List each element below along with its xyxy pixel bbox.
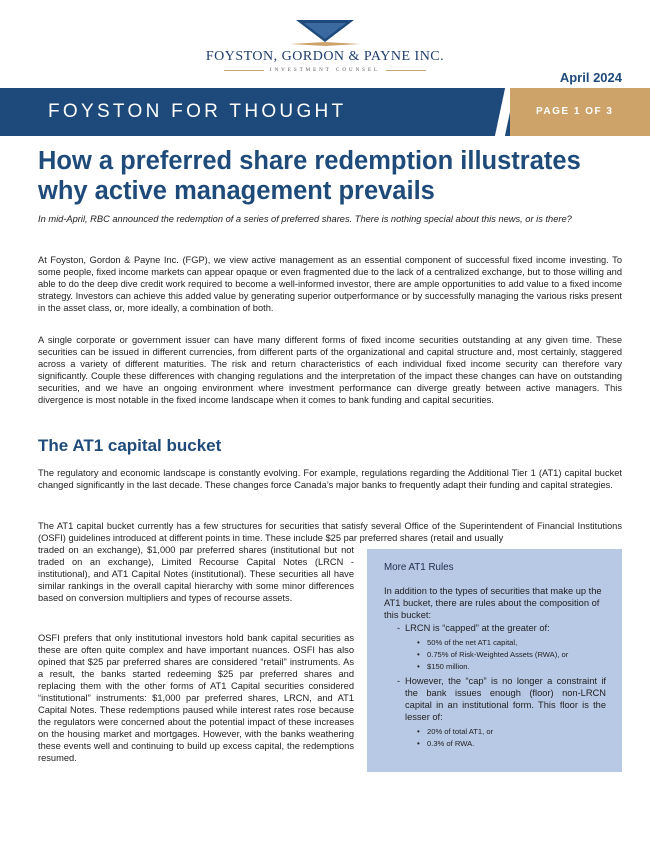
sidebar-subitem: • $150 million. xyxy=(417,661,606,673)
paragraph-2: A single corporate or government issuer can have many different forms of fixed income securities outstanding at any given time. These securities can be issued in different currencies, from different parts of the organizational and capital structure and, most certainly, staggered across a variety of different maturities. The risk and return characteristics of each individual fixed income security can therefore vary significantly. Couple these differences with changing regulations and the interpretation of the impact these changes can have on outstanding securities, and we have an ongoing environment where investment performance can diverge greatly between active managers. This divergence is most notable in the fixed income landscape when it comes to bank funding and capital securities. xyxy=(38,335,622,405)
section-paragraph-1: The regulatory and economic landscape is constantly evolving. For example, regulations regarding the Additional Tier 1 (AT1) capital bucket changed significantly in the last decade. These changes force Canada’s major banks to frequently adapt their funding and capital strategies. xyxy=(38,468,622,490)
sidebar-title: More AT1 Rules xyxy=(384,562,454,573)
article-title: How a preferred share redemption illustrates why active management prevails xyxy=(38,147,581,205)
chevron-logo-icon xyxy=(290,20,360,46)
firm-tagline: INVESTMENT COUNSEL xyxy=(269,68,381,73)
sidebar-rules-list xyxy=(384,622,606,750)
sidebar-rule xyxy=(397,675,606,750)
page-indicator xyxy=(510,88,650,136)
section-heading: The AT1 capital bucket xyxy=(38,436,222,455)
sidebar-sublist xyxy=(405,726,606,750)
sidebar-rule-text: However, the “cap” is no longer a constraint if the bank issues enough (floor) non-LRCN capital in an institutional form. This floor is the lesser of: xyxy=(405,676,606,722)
tagline-rule-left xyxy=(224,70,264,71)
section-paragraph-3: OSFI prefers that only institutional investors hold bank capital securities as these are often quite complex and have important nuances. OSFI has also opined that $25 par preferred shares are considered “retail” instruments. As a result, the banks started redeeming $25 par preferred shares and replacing them with the other forms of AT1 Capital securities considered “institutional” instruments: $1,000 par preferred shares, LRCN, and AT1 Capital Notes. These redemptions paused while interest rates rose because the regulators were concerned about the potential impact of these increases on the housing market and mortgages. However, with the banks weathering these events well and continuing to build up excess capital, the redemptions resumed. xyxy=(38,633,354,763)
page-label: PAGE 1 OF 3 xyxy=(536,106,614,117)
firm-tagline-row xyxy=(0,68,650,73)
firm-name: FOYSTON, GORDON & PAYNE INC. xyxy=(205,49,445,64)
sidebar-intro: In addition to the types of securities that make up the AT1 bucket, there are rules about the composition of this bucket: xyxy=(384,586,602,620)
paragraph-1: At Foyston, Gordon & Payne Inc. (FGP), we view active management as an essential component of successful fixed income investing. To some people, fixed income markets can appear opaque or even fragmented due to the lack of a centralized exchange, but to those willing and able to do the deep dive credit work required to become a well-informed investor, there are ample opportunities to add value to a fixed income strategy. Investors can achieve this added value by generating superior outperformance or by successfully managing the various risks present in the asset class, or, more ideally, a combination of both. xyxy=(38,255,622,313)
firm-logo xyxy=(0,20,650,73)
series-title: FOYSTON FOR THOUGHT xyxy=(48,101,347,122)
sidebar-subitem: • 50% of the net AT1 capital, xyxy=(417,637,606,649)
sidebar-subitem: • 0.3% of RWA. xyxy=(417,738,606,750)
section-paragraph-2-continued: traded on an exchange), $1,000 par preferred shares (institutional but not traded on an exchange), Limited Recourse Capital Notes (LRCN - institutional), and AT1 Capital Notes (institutional). These securities all have similar rankings in the overall capital hierarchy with some minor differences based on conversion multipliers and types of recourse assets. xyxy=(38,545,354,603)
sidebar-subitem: • 0.75% of Risk-Weighted Assets (RWA), or xyxy=(417,649,606,661)
more-at1-rules-sidebar xyxy=(367,549,622,772)
issue-date: April 2024 xyxy=(559,70,622,85)
section-paragraph-2: The AT1 capital bucket currently has a few structures for securities that satisfy several Office of the Superintendent of Financial Institutions (OSFI) guidelines introduced at different points in time. These include $25 par preferred shares (retail and usually xyxy=(38,521,622,543)
tagline-rule-right xyxy=(386,70,426,71)
sidebar-rule-text: LRCN is “capped” at the greater of: xyxy=(405,623,550,633)
sidebar-sublist xyxy=(405,637,606,673)
article-intro: In mid-April, RBC announced the redemption of a series of preferred shares. There is nothing special about this news, or is there? xyxy=(38,214,572,224)
title-banner xyxy=(0,88,650,136)
sidebar-subitem: • 20% of total AT1, or xyxy=(417,726,606,738)
sidebar-rule xyxy=(397,622,606,673)
